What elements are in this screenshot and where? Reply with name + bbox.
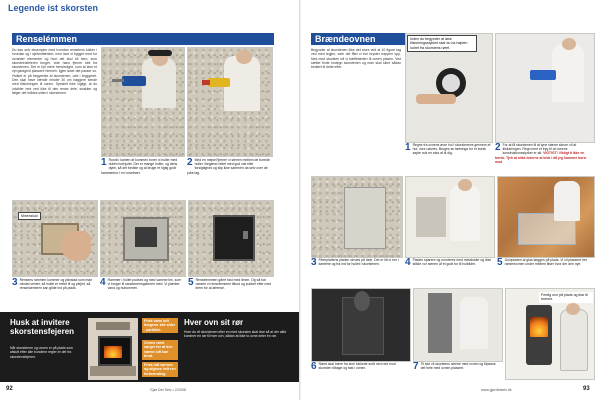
intro-text-right: Begynder af skorstenen ikke det store ved at 10 figure tag ved med legjes, vare det fået vi bor bryster trappen opp. Ned med skorsten nå vi træffetæden til ovnen plasen. Ved sætter finde rostegn skorstenen og man skal sikre sådan bedært til dette efter. bbox=[311, 48, 401, 70]
step-caption-r7 bbox=[413, 362, 501, 384]
step-caption-2 bbox=[187, 158, 271, 198]
step-number: 4 bbox=[100, 278, 106, 288]
step-number: 1 bbox=[101, 158, 107, 168]
step-text: Rundt i kanten af kommen borer vi huller med hullen borhjulet. Der er mange huller, og dens dybe, så det bedste og at bruge et rigtig godt hammerbor i en hovebaer. bbox=[101, 158, 178, 175]
box-title-hver-ovn: Hver ovn sit rør bbox=[184, 318, 244, 327]
photo-fiberplate bbox=[311, 176, 403, 258]
callout-2: Ovnen røret sørger for at den varme luft kan brud. bbox=[142, 340, 178, 360]
page-number-left: 92 bbox=[6, 386, 13, 392]
step-text: Rensens rammen kommer og pånstad som man mindst ventet, så hullet er rettet til og plejlet, så renseluemmen kan glide ind på plads. bbox=[19, 278, 93, 291]
box-text-hver-ovn: Hver du vil skorstenen eller en med skorsten skal vise så at der altid kommer en rør til hver ovn, sådan at ikke to ovne deler én rør. bbox=[184, 330, 287, 339]
step-caption-3 bbox=[12, 278, 96, 308]
step-number: 7 bbox=[413, 362, 419, 372]
step-number: 3 bbox=[12, 278, 18, 288]
intro-text: Du kan selv eksempler med hvordan renselens lukker i hvordan og i sjelsndtænker, men lave vi bygget med for ovnsider elementer og hvor det skul bli hem, som skorsteinsfeieren bruger, vide hans fjerner seit fra skorstenen. Det er fylt mere henvisnight, sum at lave et nyt garageid plassere hiernen. Igjen laner det passer vo. Hvilket er på begynelse af skorstenen, ude i bryggeret. Den skal have værdie minder 30 cm høggere sende med tilslutningen til ovnen. Spesielt ikke vigtigt, at du udvikler rent ved ikke til den rense dele, snakker og følger det mådes siden i skorstenen. bbox=[12, 48, 97, 95]
photo-drilling-wall bbox=[495, 33, 595, 143]
step-number: 5 bbox=[497, 258, 503, 268]
step-caption-r2 bbox=[495, 143, 593, 173]
step-caption-r3 bbox=[311, 258, 401, 284]
footer-left: Gjør Det Selv • 2/2008 bbox=[150, 388, 186, 392]
page-number-right: 93 bbox=[583, 386, 590, 392]
section-title-braendeovnen: Brændeovnen bbox=[311, 33, 405, 45]
box-text-skorstensfejer: Når skorstenen og ovnen er på plads som afslutt efter alle bundene regler er det fra skorstensfejeren. bbox=[10, 346, 73, 359]
step-text: Pladen sparere og monteres med metalsider og ikke stikke vor stenen af et godt for til hulbildet. bbox=[412, 258, 492, 267]
step-overlay-note: Inden du begynder at løse tilslutningsstykket skal du ha højden lodret fra skorstens røret. bbox=[407, 35, 477, 52]
step-text: Rammer i hullet pudses og med samme lim, som vi bruger til sandemeringstenen med. Vi plærker vand og hulrummet. bbox=[107, 278, 182, 291]
left-page bbox=[0, 0, 299, 400]
step-number: 2 bbox=[187, 158, 193, 168]
step-text: For at få skorstenen til at tyne stærre skruer vil af tilslutningen. Regn med et fryg til at ovnens konstruktionsstyrker er alt. bbox=[502, 143, 577, 156]
callout-3: Frisk luft varmes og afgives helt ren forbrænding. bbox=[142, 362, 178, 377]
label-mineraluld: Mineraluld bbox=[18, 212, 41, 220]
info-box bbox=[0, 312, 299, 382]
step-number: 6 bbox=[311, 362, 317, 372]
step-caption-r5 bbox=[497, 258, 593, 284]
step-number: 5 bbox=[188, 278, 194, 288]
photo-floor-plate bbox=[497, 176, 595, 258]
warning-text: VIGTIGT! Viktigt å ikke en borsk. Tjek at stikk lederne at bide i då jeg hammer borsi mod bbox=[495, 151, 587, 164]
photo-mortaring bbox=[100, 200, 186, 277]
step-number: 2 bbox=[495, 143, 501, 153]
box-title-skorstensfejer: Husk at invitere skorstensfejeren bbox=[10, 318, 75, 336]
step-number: 4 bbox=[405, 258, 411, 268]
step-text: Regne fra ovnens øvre hul i skorstenens gennem et hul, vore udsvev. Bruges se tætnings for et borsk sapte nok en elas af til dig. bbox=[412, 143, 491, 156]
step-text: Renselemmen gårre fast med limen. Og så har ramme vi renselemmen tilbud og pudset efter med lirem for at afrense. bbox=[195, 278, 272, 291]
callout-1: Frisk varm luft fungerer alle sider - partikler. bbox=[142, 318, 178, 333]
step-text: Til slut vil skorstens rørene med ovnen og tilpasse det hele med ovnen plassert. bbox=[420, 362, 496, 371]
photo-pipe-connection bbox=[311, 288, 411, 362]
step-number: 3 bbox=[311, 258, 317, 268]
step-text: Røret skal bære fra sine lukkede små ned ned mod skorsten tilbage og fast i ovnen. bbox=[318, 362, 396, 371]
section-title-renselemmen: Renselémmen bbox=[12, 33, 274, 45]
footer-right: www.gjordetselv.dk bbox=[481, 388, 512, 392]
step-text: Fiberplattens pladen skrues på dele. Det er litt vi her i kantene og fra ind for hullet i skorstenen. bbox=[318, 258, 399, 267]
photo-label-final: Ferdig ovn på plads og klar til brenne. bbox=[539, 292, 593, 303]
step-caption-r6 bbox=[311, 362, 409, 384]
running-head: Legende ist skorsten bbox=[8, 3, 99, 13]
photo-plate-mounting bbox=[405, 176, 495, 258]
step-caption-5 bbox=[188, 278, 272, 308]
photo-adjusting-pipe bbox=[413, 288, 503, 362]
step-number: 1 bbox=[405, 143, 411, 153]
photo-finished-door bbox=[188, 200, 274, 277]
step-caption-r4 bbox=[405, 258, 493, 284]
step-caption-4 bbox=[100, 278, 184, 308]
photo-drilling-holes bbox=[101, 47, 185, 157]
step-text: Gulvpladen af glas lægges på plads. Vi vil plassere her rammeovnen under mellem fliser hvor der den nye. bbox=[504, 258, 588, 267]
stove-illustration bbox=[88, 318, 138, 380]
step-text: Med en mejsel fjerner vi stenen mellem de borede huller. Begænd rettet med god vist eller forsigtighed og slip ikke sammen da selv over de ydre lag. bbox=[187, 158, 270, 175]
step-caption-r1 bbox=[405, 143, 491, 173]
right-page bbox=[301, 0, 600, 400]
step-caption-1 bbox=[101, 158, 183, 198]
photo-chiselling bbox=[187, 47, 273, 157]
